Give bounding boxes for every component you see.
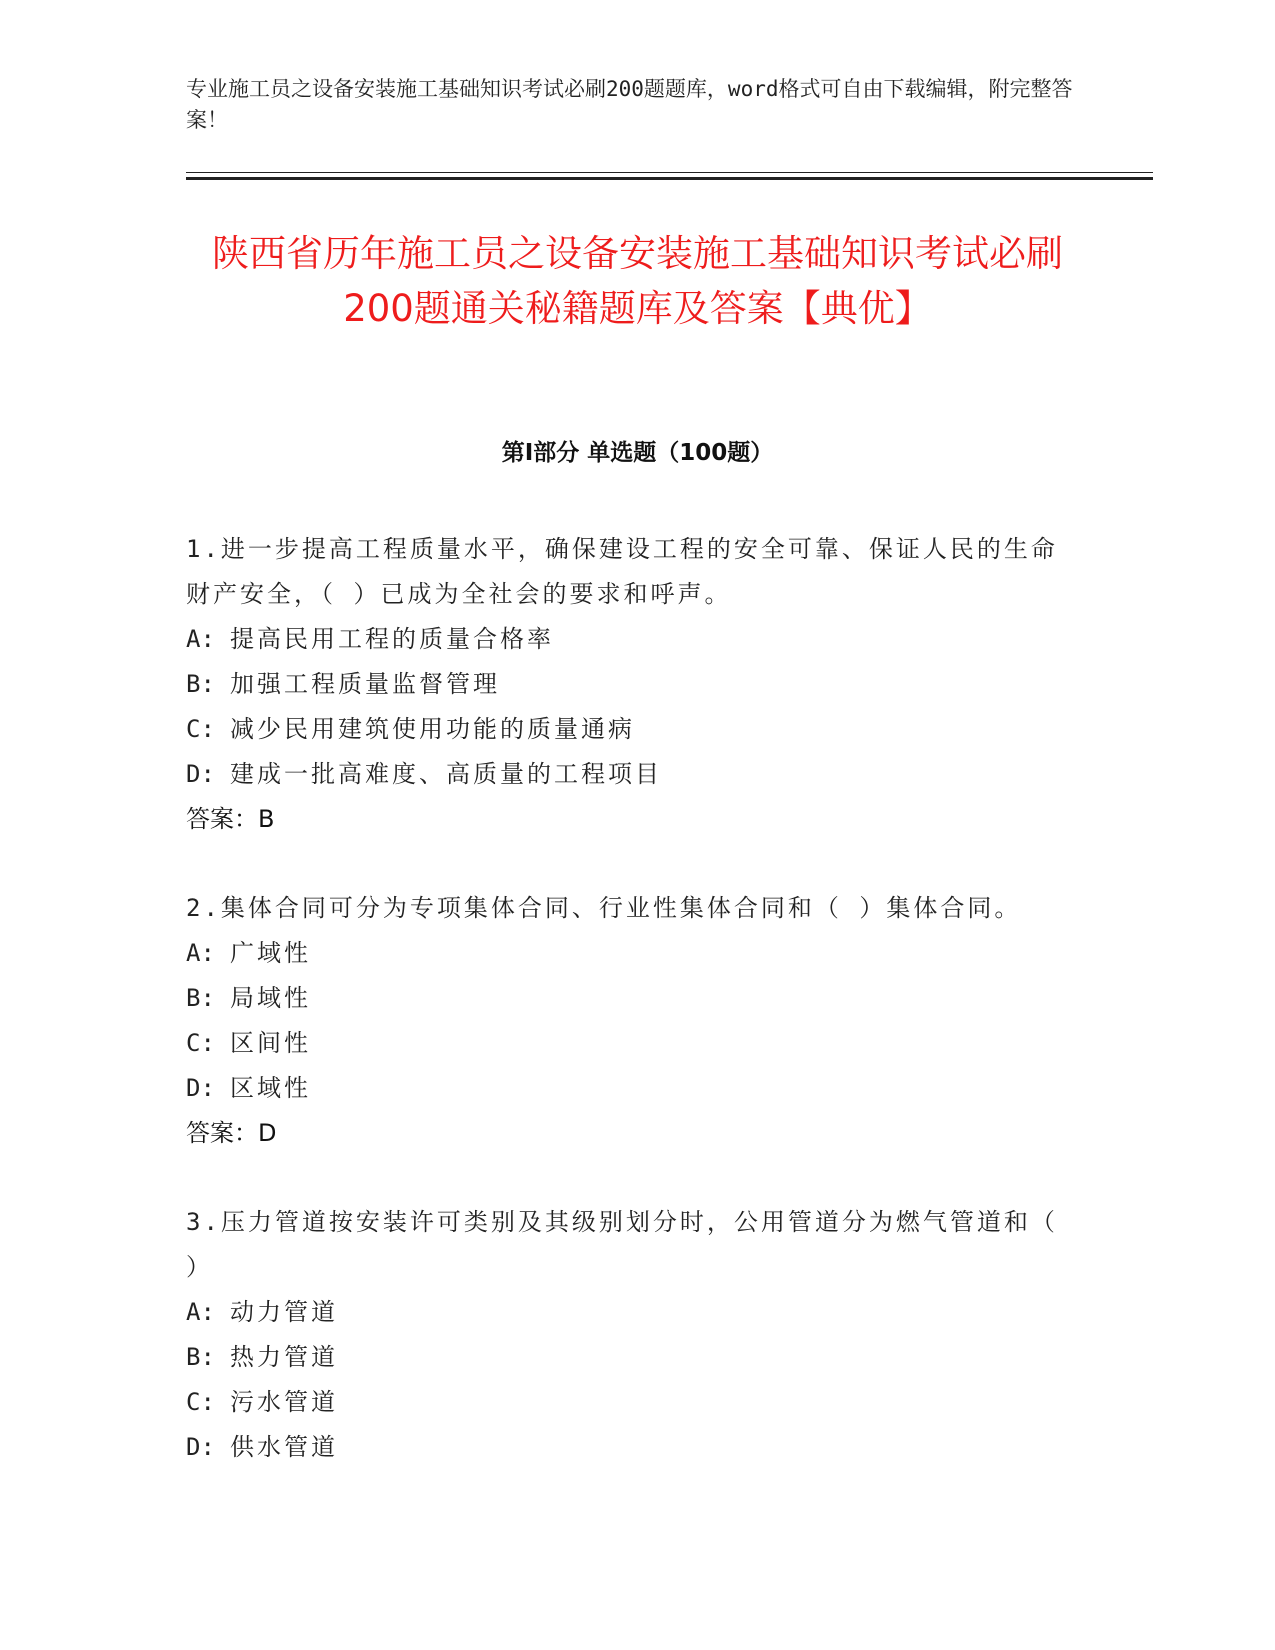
option-text: 热力管道	[230, 1343, 338, 1371]
option-key: B:	[186, 670, 215, 698]
question-1	[186, 527, 1086, 842]
header-note: 专业施工员之设备安装施工基础知识考试必刷200题题库，word格式可自由下载编辑，附完整答案！	[186, 77, 1073, 132]
option-text: 局域性	[230, 984, 311, 1012]
option-b	[186, 662, 1086, 707]
option-key: A:	[186, 1298, 215, 1326]
option-key: C:	[186, 1388, 215, 1416]
option-key: C:	[186, 1029, 215, 1057]
option-text: 区域性	[230, 1074, 311, 1102]
option-a	[186, 617, 1086, 662]
question-list	[186, 527, 1086, 1514]
option-a	[186, 931, 1086, 976]
option-key: D:	[186, 1074, 215, 1102]
option-key: A:	[186, 625, 215, 653]
option-d	[186, 1425, 1086, 1470]
option-text: 减少民用建筑使用功能的质量通病	[230, 715, 635, 743]
answer: 答案：D	[186, 1119, 277, 1147]
question-stem: 3.压力管道按安装许可类别及其级别划分时，公用管道分为燃气管道和（ ）	[186, 1208, 1058, 1281]
header-rule-thick	[186, 177, 1153, 180]
document-title: 陕西省历年施工员之设备安装施工基础知识考试必刷200题通关秘籍题库及答案【典优】	[212, 232, 1063, 330]
option-text: 区间性	[230, 1029, 311, 1057]
option-c	[186, 707, 1086, 752]
option-key: A:	[186, 939, 215, 967]
header-rule-thin	[186, 172, 1153, 173]
option-key: D:	[186, 1433, 215, 1461]
option-b	[186, 1335, 1086, 1380]
option-b	[186, 976, 1086, 1021]
option-text: 加强工程质量监督管理	[230, 670, 500, 698]
section-heading: 第Ⅰ部分 单选题（100题）	[501, 440, 774, 466]
option-text: 污水管道	[230, 1388, 338, 1416]
option-d	[186, 752, 1086, 797]
question-3	[186, 1200, 1086, 1470]
option-c	[186, 1380, 1086, 1425]
option-text: 提高民用工程的质量合格率	[230, 625, 554, 653]
question-2	[186, 886, 1086, 1156]
question-stem: 1.进一步提高工程质量水平，确保建设工程的安全可靠、保证人民的生命财产安全，（ ）已成为全社会的要求和呼声。	[186, 535, 1058, 608]
option-c	[186, 1021, 1086, 1066]
option-key: D:	[186, 760, 215, 788]
option-key: B:	[186, 1343, 215, 1371]
option-text: 供水管道	[230, 1433, 338, 1461]
option-text: 动力管道	[230, 1298, 338, 1326]
option-key: C:	[186, 715, 215, 743]
option-key: B:	[186, 984, 215, 1012]
answer: 答案：B	[186, 805, 275, 833]
option-d	[186, 1066, 1086, 1111]
question-stem: 2.集体合同可分为专项集体合同、行业性集体合同和（ ）集体合同。	[186, 894, 1022, 922]
option-text: 广域性	[230, 939, 311, 967]
option-text: 建成一批高难度、高质量的工程项目	[230, 760, 662, 788]
option-a	[186, 1290, 1086, 1335]
